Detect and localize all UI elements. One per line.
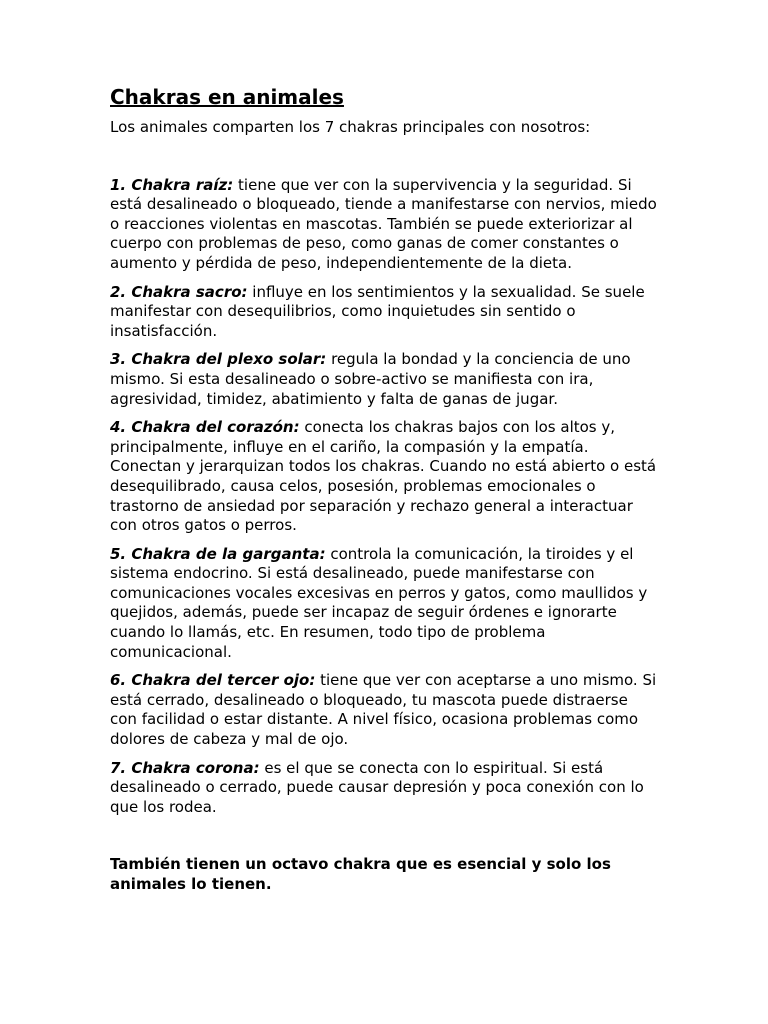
chakra-name: 5. Chakra de la garganta: — [110, 544, 326, 563]
intro-paragraph: Los animales comparten los 7 chakras principales con nosotros: — [110, 118, 591, 136]
chakra-list — [110, 176, 658, 818]
chakra-description: tiene que ver con la supervivencia y la seguridad. Si está desalineado o bloqueado, tiende a manifestarse con nervios, miedo o reacciones violentas en mascotas. También se puede exteriorizar al cuerpo con problemas de peso, como ganas de comer constantes o aumento y pérdida de peso, independientemente de la dieta. — [110, 175, 657, 272]
chakra-item-7 — [110, 759, 658, 818]
chakra-name: 7. Chakra corona: — [110, 758, 260, 777]
chakra-name: 2. Chakra sacro: — [110, 282, 248, 301]
chakra-description: influye en los sentimientos y la sexualidad. Se suele manifestar con desequilibrios, como inquietudes sin sentido o insatisfacción. — [110, 282, 645, 340]
chakra-description: conecta los chakras bajos con los altos y, principalmente, influye en el cariño, la compasión y la empatía. Conectan y jerarquizan todos los chakras. Cuando no está abierto o está desequilibrado, causa celos, posesión, problemas emocionales o trastorno de ansiedad por separación y rechazo general a interactuar con otros gatos o perros. — [110, 418, 657, 535]
chakra-item-2 — [110, 283, 658, 342]
chakra-item-1 — [110, 176, 658, 274]
chakra-item-4 — [110, 418, 658, 536]
chakra-description: regula la bondad y la conciencia de uno mismo. Si esta desalineado o sobre-activo se manifiesta con ira, agresividad, timidez, abatimiento y falta de ganas de jugar. — [110, 350, 631, 408]
chakra-description: controla la comunicación, la tiroides y el sistema endocrino. Si está desalineado, puede manifestarse con comunicaciones vocales excesivas en perros y gatos, como maullidos y quejidos, además, puede ser incapaz de seguir órdenes e ignorarte cuando lo llamás, etc. En resumen, todo tipo de problema comunicacional. — [110, 544, 648, 661]
document-title: Chakras en animales — [110, 85, 344, 109]
chakra-name: 6. Chakra del tercer ojo: — [110, 671, 316, 690]
chakra-description: tiene que ver con aceptarse a uno mismo. Si está cerrado, desalineado o bloqueado, tu mascota puede distraerse con facilidad o estar distante. A nivel físico, ocasiona problemas como dolores de cabeza y mal de ojo. — [110, 671, 657, 749]
chakra-name: 3. Chakra del plexo solar: — [110, 350, 327, 369]
chakra-name: 1. Chakra raíz: — [110, 175, 234, 194]
closing-paragraph: También tienen un octavo chakra que es esencial y solo los animales lo tienen. — [110, 855, 611, 893]
chakra-name: 4. Chakra del corazón: — [110, 418, 300, 437]
chakra-item-3 — [110, 350, 658, 409]
chakra-description: es el que se conecta con lo espiritual. Si está desalineado o cerrado, puede causar depresión y poca conexión con lo que los rodea. — [110, 758, 644, 816]
chakra-item-5 — [110, 545, 658, 663]
chakra-item-6 — [110, 671, 658, 749]
